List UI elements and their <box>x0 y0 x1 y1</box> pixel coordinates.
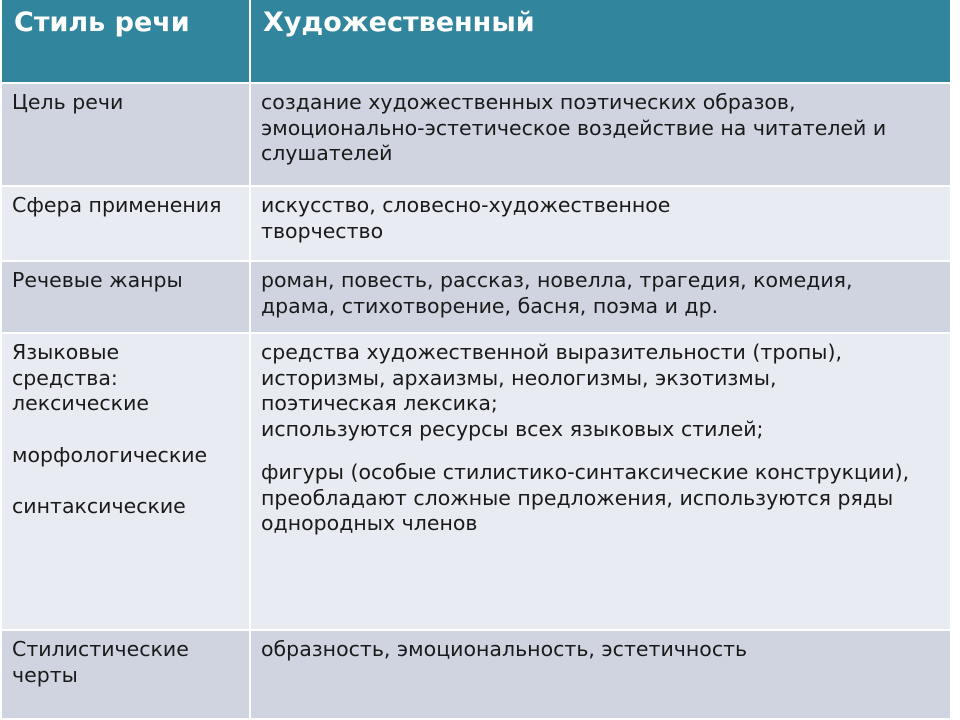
spacer <box>12 468 241 494</box>
value-line: творчество <box>261 218 384 243</box>
value-line: искусство, словесно-художественное <box>261 193 671 217</box>
label-line: морфологические <box>12 442 208 467</box>
row-label <box>0 187 251 262</box>
label-line: Стилистические <box>12 637 189 661</box>
value-line: используются ресурсы всех языковых стилей; <box>261 416 764 441</box>
row-value <box>251 631 952 720</box>
row-label <box>0 631 251 720</box>
value-line: поэтическая лексика; <box>261 391 498 415</box>
label-line: Цель речи <box>12 90 124 114</box>
row-purpose <box>0 84 952 187</box>
value-line: эмоционально-эстетическое воздействие на читателей и <box>261 115 887 140</box>
value-line: фигуры (особые стилистико-синтаксические конструкции), <box>261 460 910 484</box>
row-value <box>251 262 952 334</box>
header-row <box>0 0 952 84</box>
row-value <box>251 187 952 262</box>
row-sphere <box>0 187 952 262</box>
row-label <box>0 262 251 334</box>
value-line: создание художественных поэтических образов, <box>261 90 796 114</box>
label-line: лексические <box>12 391 150 415</box>
value-line: слушателей <box>261 141 393 165</box>
row-genres <box>0 262 952 334</box>
value-line: преобладают сложные предложения, используются ряды <box>261 485 894 510</box>
header-artistic: Художественный <box>251 0 952 84</box>
value-line: роман, повесть, рассказ, новелла, трагедия, комедия, <box>261 268 853 292</box>
label-line: Сфера применения <box>12 193 222 217</box>
value-line: однородных членов <box>261 511 478 535</box>
header-style-of-speech: Стиль речи <box>0 0 251 84</box>
row-language-means <box>0 334 952 631</box>
label-line: Речевые жанры <box>12 268 183 292</box>
row-value <box>251 84 952 187</box>
spacer <box>261 442 942 460</box>
value-line: образность, эмоциональность, эстетичность <box>261 637 748 661</box>
row-stylistic-features <box>0 631 952 720</box>
row-value <box>251 334 952 631</box>
label-line: синтаксические <box>12 494 186 518</box>
value-line: средства художественной выразительности (тропы), <box>261 340 842 364</box>
spacer <box>12 417 241 443</box>
value-line: историзмы, архаизмы, неологизмы, экзотизмы, <box>261 365 777 390</box>
value-line: драма, стихотворение, басня, поэма и др. <box>261 293 719 318</box>
label-line: черты <box>12 662 78 687</box>
label-line: Языковые <box>12 340 120 364</box>
label-line: средства: <box>12 365 118 390</box>
row-label <box>0 84 251 187</box>
row-label <box>0 334 251 631</box>
